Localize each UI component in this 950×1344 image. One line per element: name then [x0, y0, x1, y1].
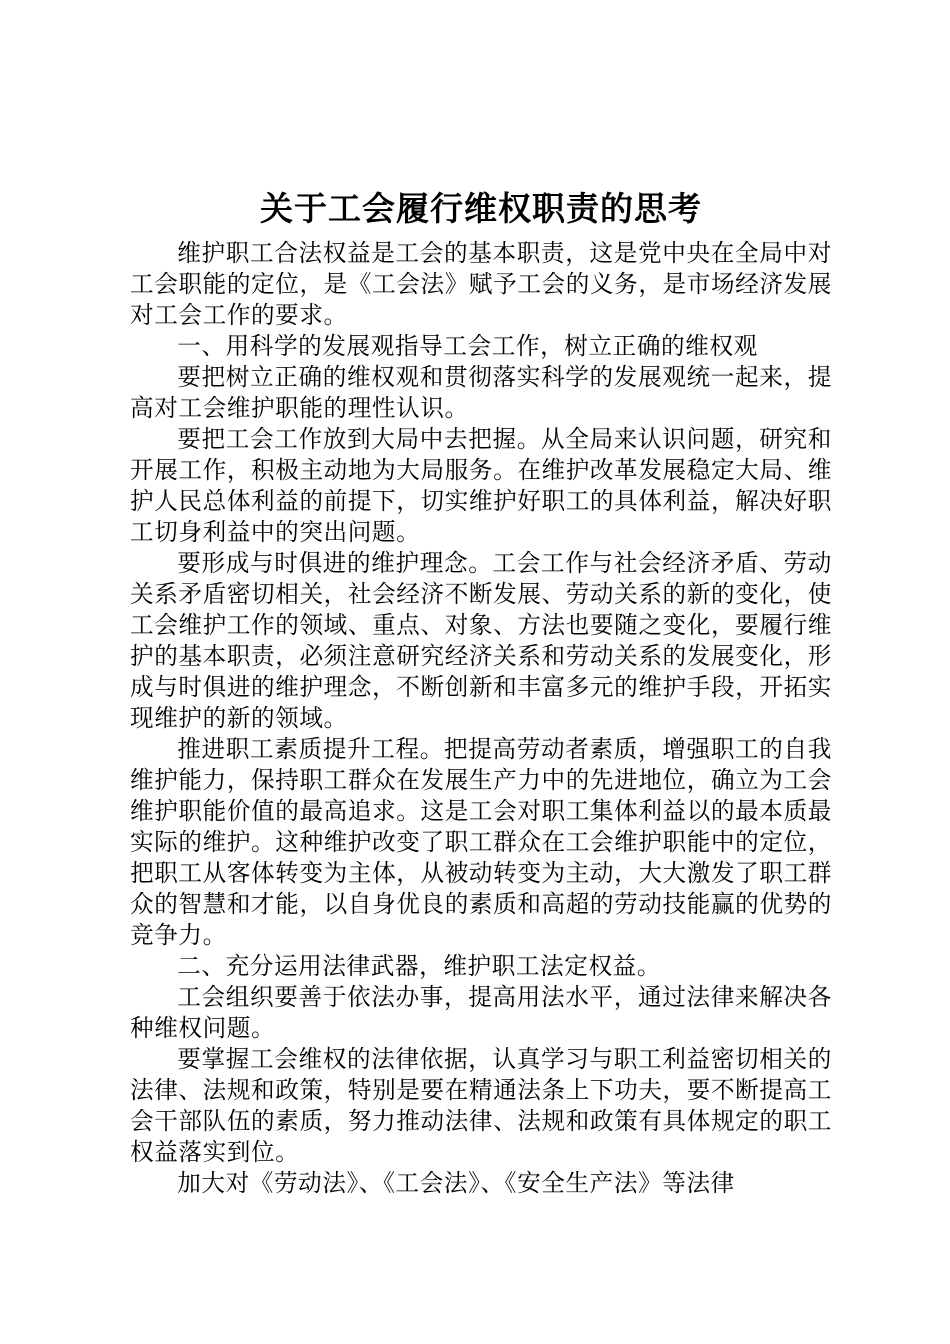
document-title: 关于工会履行维权职责的思考 — [260, 189, 702, 228]
section-heading-2: 二、充分运用法律武器，维护职工法定权益。 — [177, 952, 662, 980]
paragraph: 要掌握工会维权的法律依据，认真学习与职工利益密切相关的法律、法规和政策，特别是要在精通法条上下功夫，要不断提高工会干部队伍的素质，努力推动法律、法规和政策有具体规定的职工权益落实到位。 — [130, 1045, 832, 1166]
paragraph: 工会组织要善于依法办事，提高用法水平，通过法律来解决各种维权问题。 — [130, 983, 832, 1042]
document-page — [130, 184, 832, 1199]
paragraph-intro: 维护职工合法权益是工会的基本职责，这是党中央在全局中对工会职能的定位，是《工会法》赋予工会的义务，是市场经济发展对工会工作的要求。 — [130, 239, 832, 329]
paragraph: 要把树立正确的维权观和贯彻落实科学的发展观统一起来，提高对工会维护职能的理性认识。 — [130, 363, 832, 422]
paragraph: 推进职工素质提升工程。把提高劳动者素质，增强职工的自我维护能力，保持职工群众在发展生产力中的先进地位，确立为工会维护职能价值的最高追求。这是工会对职工集体利益以的最本质最实际的维护。这种维护改变了职工群众在工会维护职能中的定位，把职工从客体转变为主体，从被动转变为主动，大大激发了职工群众的智慧和才能，以自身优良的素质和高超的劳动技能赢的优势的竞争力。 — [130, 735, 832, 949]
section-heading-1: 一、用科学的发展观指导工会工作，树立正确的维权观 — [177, 332, 758, 360]
paragraph: 要形成与时俱进的维护理念。工会工作与社会经济矛盾、劳动关系矛盾密切相关，社会经济不断发展、劳动关系的新的变化，使工会维护工作的领域、重点、对象、方法也要随之变化，要履行维护的基本职责，必须注意研究经济关系和劳动关系的发展变化，形成与时俱进的维护理念，不断创新和丰富多元的维护手段，开拓实现维护的新的领域。 — [130, 549, 832, 732]
paragraph: 要把工会工作放到大局中去把握。从全局来认识问题，研究和开展工作，积极主动地为大局服务。在维护改革发展稳定大局、维护人民总体利益的前提下，切实维护好职工的具体利益，解决好职工切身利益中的突出问题。 — [130, 425, 832, 546]
paragraph: 加大对《劳动法》、《工会法》、《安全生产法》等法律 — [177, 1169, 735, 1197]
